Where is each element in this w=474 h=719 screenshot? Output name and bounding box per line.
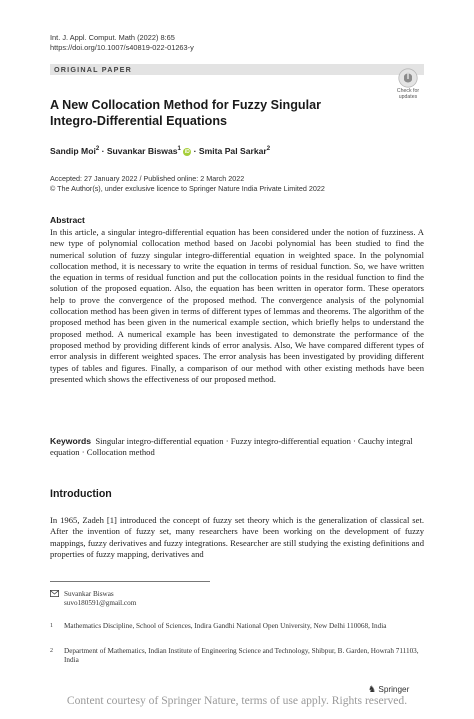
affiliation-item (50, 647, 424, 667)
paper-title (50, 97, 380, 129)
author-name[interactable]: Sandip Moi (50, 146, 96, 156)
paper-title-line2: Integro-Differential Equations (50, 114, 228, 128)
author-separator: · (99, 146, 107, 156)
keywords (50, 436, 424, 459)
keywords-label: Keywords (50, 436, 92, 446)
corresponding-author-email[interactable]: suvo180591@gmail.com (64, 599, 137, 608)
introduction-heading: Introduction (50, 488, 112, 500)
publication-dates (50, 174, 325, 194)
author-affiliation-sup: 2 (95, 146, 100, 153)
keywords-text: Singular integro-differential equation · Fuzzy integro-differential equation · Cauchy integral equation · Collocation method (50, 436, 413, 458)
affiliation-text: Department of Mathematics, Indian Institute of Engineering Science and Technology, Shibpur, B. Garden, Howrah 711103, India (64, 647, 419, 665)
springer-logo-text: Springer (378, 685, 410, 694)
courtesy-notice: Content courtesy of Springer Nature, terms of use apply. Rights reserved. (66, 694, 408, 707)
article-type-bar (50, 64, 424, 75)
envelope-icon (50, 590, 59, 601)
orcid-icon[interactable]: iD (184, 149, 190, 155)
affiliation-text: Mathematics Discipline, School of Sciences, Indira Gandhi National Open University, New Delhi 110068, India (64, 622, 387, 630)
doi-link[interactable]: https://doi.org/10.1007/s40819-022-01263-y (50, 43, 194, 52)
dates-line: Accepted: 27 January 2022 / Published online: 2 March 2022 (50, 174, 245, 183)
paper-title-line1: A New Collocation Method for Fuzzy Singular (50, 98, 321, 112)
copyright-line: © The Author(s), under exclusive licence to Springer Nature India Private Limited 2022 (50, 184, 325, 193)
author-list (50, 146, 270, 156)
journal-header (50, 33, 194, 53)
correspondence-block (50, 590, 424, 610)
affiliation-item (50, 622, 424, 642)
affiliation-number: 1 (50, 623, 53, 629)
abstract-text: In this article, a singular integro-differential equation has been considered under the notion of fuzziness. A new type of polynomial collocation method based on Jacobi polynomial has been studied to find the numerical solution of fuzzy singular integro-differential equation in weighted space. In the polynomial collocation method, it is necessary to write the equation in terms of residual function. So, we have written the equation in terms of residual function and put the collocation points in the residual function to find the solution of the proposed equation. Also, the equation has been written in operator form. These operators help to prove the convergence of the proposed method. The convergence analysis of the polynomial collocation method has been given in terms of different types of lemmas and theorems. The algorithm of the proposed method has been given in the numerical example section, which briefly helps to understand the proposed method. A numerical example has been investigated to demonstrate the performance of the proposed method by providing different kinds of error analysis. Also, We have compared different types of error analysis in different weighted spaces. The error analysis has been investigated by providing different types of tables and figures. Finally, a comparison of our method with other existing methods have been presented which shows the effectiveness of our proposed method. (50, 227, 424, 384)
abstract-heading: Abstract (50, 215, 85, 225)
footnote-divider (50, 581, 210, 582)
introduction-text: In 1965, Zadeh [1] introduced the concept of fuzzy set theory which is the generalization of classical set. After the invention of fuzzy set, many researchers have been working on the development of fuzzy mappings, fuzzy derivatives and fuzzy integrations. Researcher are still studying the existing definitions and properties of fuzzy mapping, derivatives and (50, 515, 424, 559)
check-updates-icon (398, 68, 418, 88)
check-updates-line1: Check for (396, 88, 420, 94)
author-separator: · (191, 146, 199, 156)
corresponding-author-name: Suvankar Biswas (64, 590, 114, 598)
author-affiliation-sup: 1 (177, 146, 181, 153)
article-type-label: ORIGINAL PAPER (54, 65, 133, 74)
springer-horse-icon: ♞ (368, 684, 377, 694)
affiliation-number: 2 (50, 648, 53, 654)
journal-citation: Int. J. Appl. Comput. Math (2022) 8:65 (50, 33, 175, 42)
check-updates-line2: updates (398, 94, 418, 100)
author-name[interactable]: Smita Pal Sarkar (198, 146, 267, 156)
author-name[interactable]: Suvankar Biswas (106, 146, 178, 156)
author-affiliation-sup: 2 (266, 146, 271, 153)
check-for-updates-badge[interactable] (392, 68, 424, 104)
